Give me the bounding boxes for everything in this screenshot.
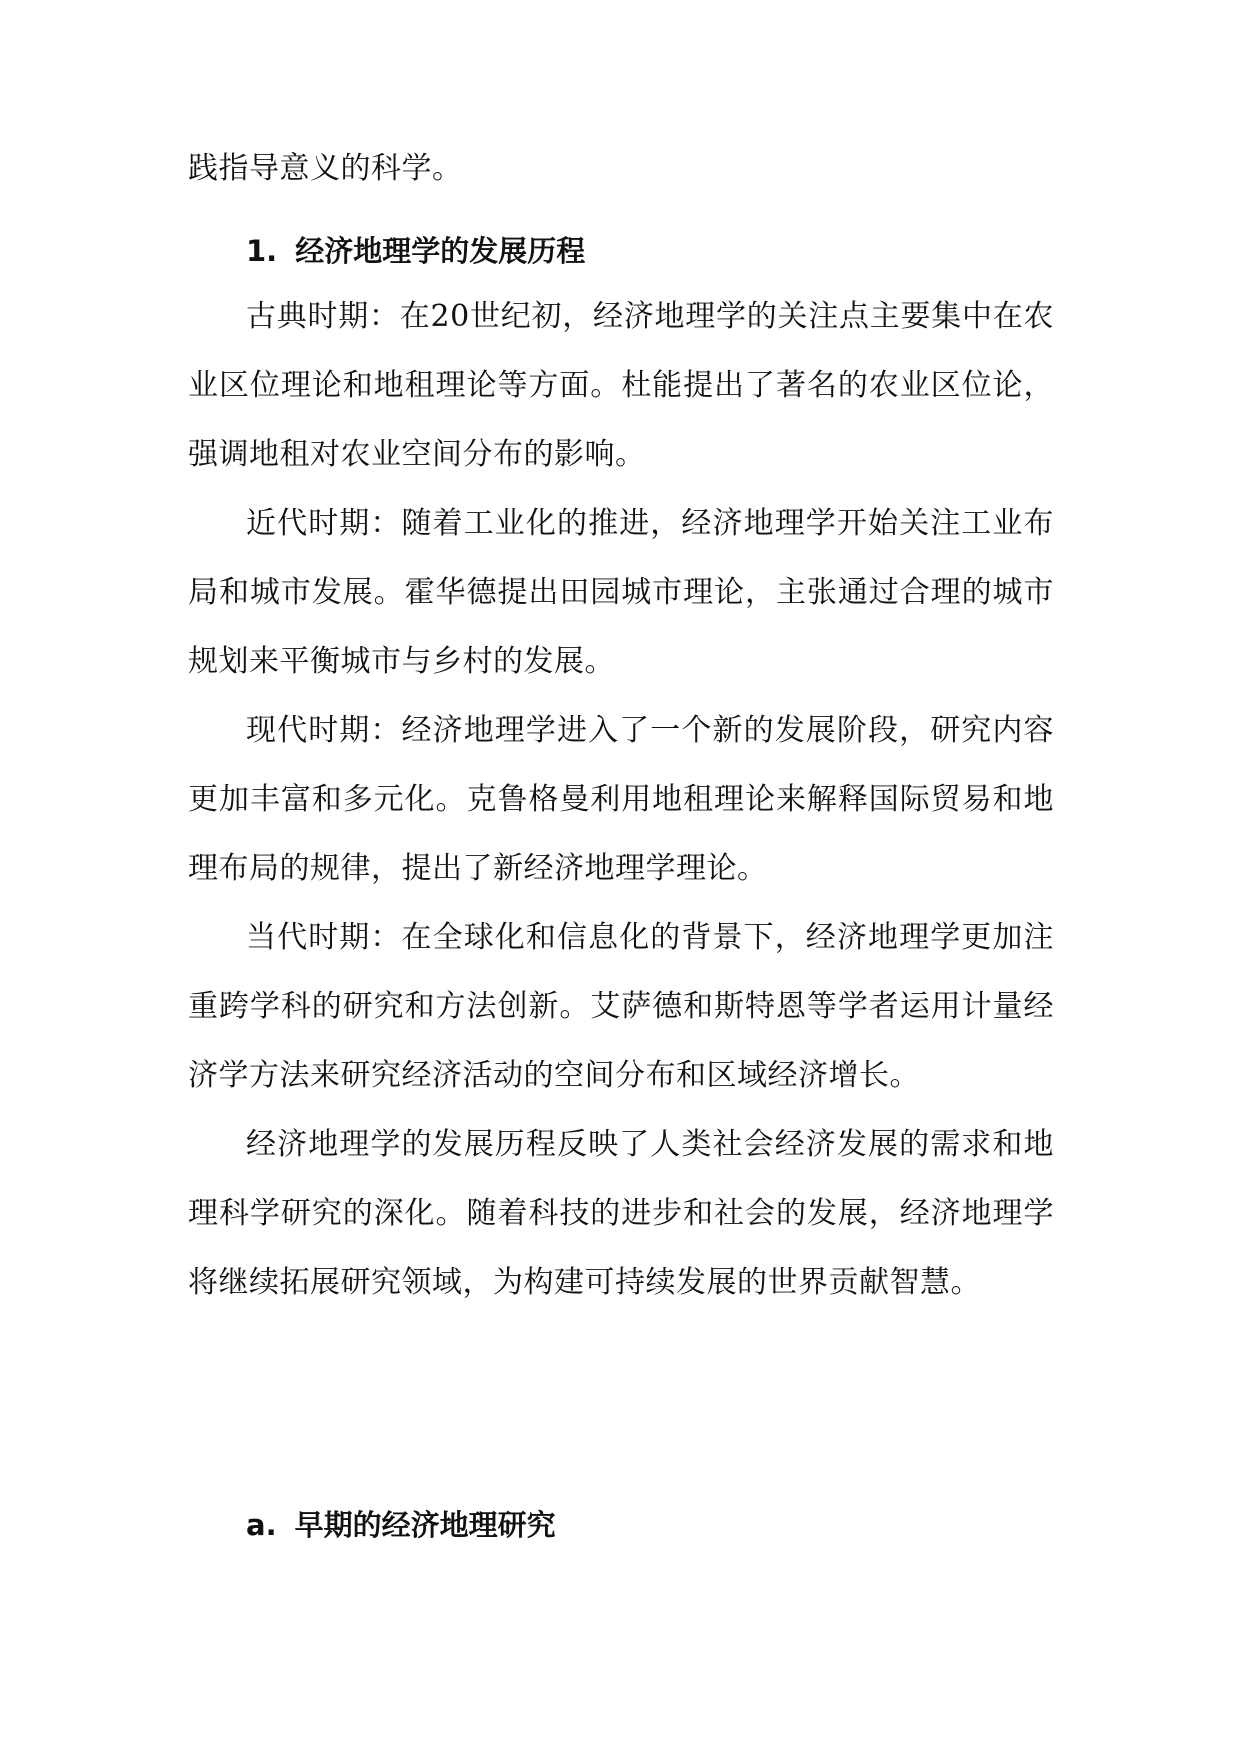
paragraph-classical: 古典时期：在20世纪初，经济地理学的关注点主要集中在农业区位理论和地租理论等方面。杜能提出了著名的农业区位论，强调地租对农业空间分布的影响。 xyxy=(188,299,1054,472)
paragraph-early-modern: 近代时期：随着工业化的推进，经济地理学开始关注工业布局和城市发展。霍华德提出田园城市理论，主张通过合理的城市规划来平衡城市与乡村的发展。 xyxy=(188,506,1054,679)
paragraph-modern: 现代时期：经济地理学进入了一个新的发展阶段，研究内容更加丰富和多元化。克鲁格曼利用地租理论来解释国际贸易和地理布局的规律，提出了新经济地理学理论。 xyxy=(188,713,1054,886)
paragraph-summary: 经济地理学的发展历程反映了人类社会经济发展的需求和地理科学研究的深化。随着科技的进步和社会的发展，经济地理学将继续拓展研究领域，为构建可持续发展的世界贡献智慧。 xyxy=(188,1127,1054,1300)
section-title: 经济地理学的发展历程 xyxy=(295,234,586,268)
continuation-paragraph: 践指导意义的科学。 xyxy=(188,151,463,186)
section-number: a. xyxy=(246,1508,277,1542)
continuation-text xyxy=(188,134,1054,203)
section-heading-1 xyxy=(246,231,585,271)
section-title: 早期的经济地理研究 xyxy=(294,1508,556,1542)
paragraph-contemporary: 当代时期：在全球化和信息化的背景下，经济地理学更加注重跨学科的研究和方法创新。艾萨德和斯特恩等学者运用计量经济学方法来研究经济活动的空间分布和区域经济增长。 xyxy=(188,920,1054,1093)
body-text xyxy=(188,282,1054,1317)
section-number: 1. xyxy=(246,234,278,268)
section-heading-a xyxy=(246,1505,556,1545)
